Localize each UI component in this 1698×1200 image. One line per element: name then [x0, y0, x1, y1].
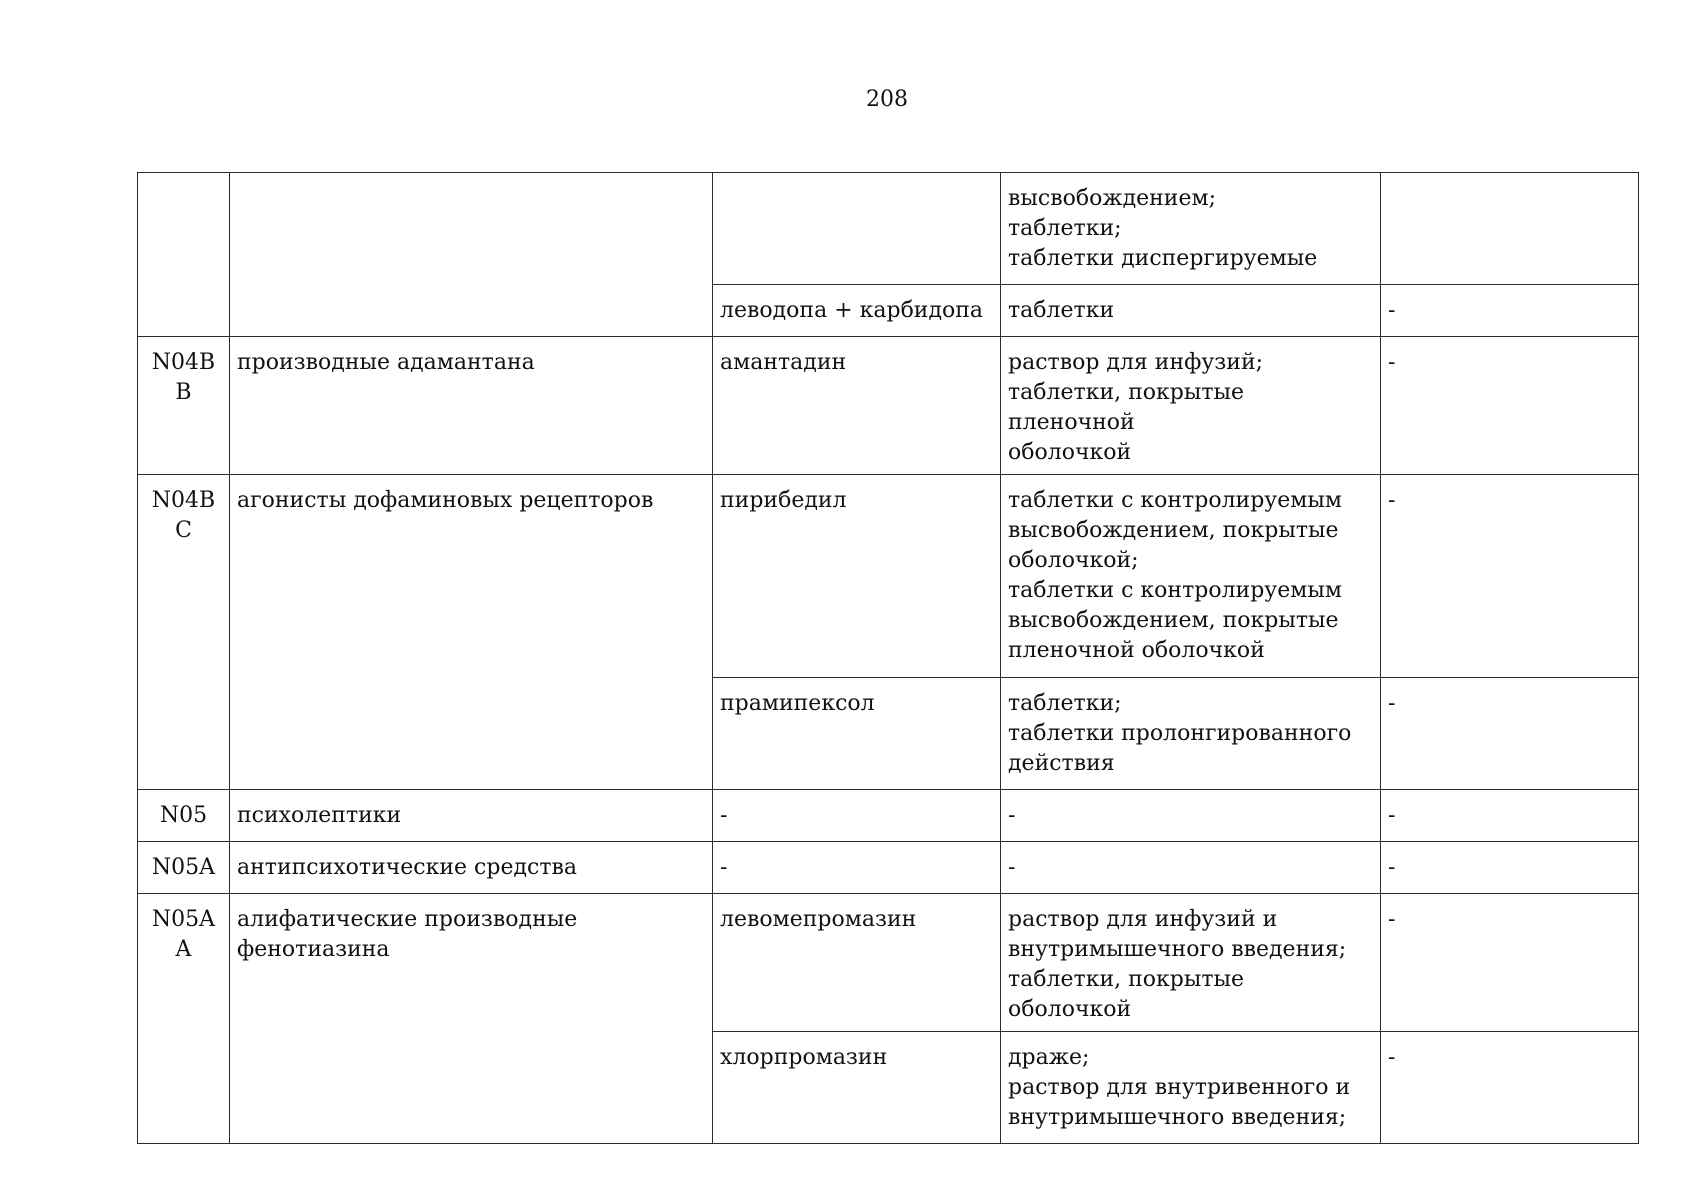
table-row — [138, 894, 1639, 1032]
dosage-form-cell — [1001, 678, 1381, 790]
dosage-form-line: внутримышечного введения; — [1008, 1105, 1347, 1130]
group-cell: антипсихотические средства — [230, 842, 713, 894]
table-row — [138, 842, 1639, 894]
group-cell: агонисты дофаминовых рецепторов — [230, 475, 713, 790]
atc-code-cell: N05A — [138, 842, 230, 894]
dosage-form-line: таблетки; — [1008, 691, 1122, 716]
drug-cell — [713, 173, 1001, 285]
atc-code-line: N04B — [151, 488, 216, 513]
dosage-form-line: таблетки пролонгированного — [1008, 721, 1352, 746]
dosage-form-line: таблетки; — [1008, 216, 1122, 241]
medication-table — [137, 172, 1639, 1144]
group-cell: психолептики — [230, 790, 713, 842]
drug-cell: пирибедил — [713, 475, 1001, 678]
note-cell: - — [1381, 790, 1639, 842]
dosage-form-line: действия — [1008, 751, 1115, 776]
dosage-form-line: высвобождением, покрытые — [1008, 608, 1339, 633]
note-cell: - — [1381, 1032, 1639, 1144]
note-cell: - — [1381, 894, 1639, 1032]
dosage-form-line: драже; — [1008, 1045, 1090, 1070]
group-cell: производные адамантана — [230, 337, 713, 475]
note-cell: - — [1381, 475, 1639, 678]
atc-code-cell — [138, 337, 230, 475]
drug-cell: - — [713, 842, 1001, 894]
note-cell: - — [1381, 285, 1639, 337]
drug-cell: амантадин — [713, 337, 1001, 475]
dosage-form-line: таблетки, покрытые пленочной — [1008, 380, 1245, 435]
drug-cell: левомепромазин — [713, 894, 1001, 1032]
drug-cell: хлорпромазин — [713, 1032, 1001, 1144]
group-line: фенотиазина — [237, 937, 390, 962]
dosage-form-cell — [1001, 475, 1381, 678]
atc-code-cell — [138, 894, 230, 1144]
note-cell — [1381, 173, 1639, 285]
atc-code-line: N05A — [151, 907, 216, 932]
dosage-form-line: раствор для инфузий; — [1008, 350, 1264, 375]
table-row — [138, 173, 1639, 285]
dosage-form-line: внутримышечного введения; — [1008, 937, 1347, 962]
atc-code-line: C — [175, 518, 192, 543]
dosage-form-line: оболочкой — [1008, 440, 1132, 465]
drug-cell: леводопа + карбидопа — [713, 285, 1001, 337]
dosage-form-cell — [1001, 173, 1381, 285]
dosage-form-cell — [1001, 894, 1381, 1032]
dosage-form-line: раствор для внутривенного и — [1008, 1075, 1351, 1100]
atc-code-line: A — [175, 937, 192, 962]
dosage-form-line: высвобождением; — [1008, 186, 1217, 211]
table-row — [138, 337, 1639, 475]
atc-code-cell: N05 — [138, 790, 230, 842]
dosage-form-cell: - — [1001, 842, 1381, 894]
table-row — [138, 790, 1639, 842]
group-cell — [230, 173, 713, 337]
dosage-form-line: таблетки, покрытые оболочкой — [1008, 967, 1245, 1022]
note-cell: - — [1381, 678, 1639, 790]
dosage-form-line: раствор для инфузий и — [1008, 907, 1278, 932]
drug-cell: - — [713, 790, 1001, 842]
note-cell: - — [1381, 842, 1639, 894]
dosage-form-line: таблетки — [1008, 298, 1115, 323]
dosage-form-line: таблетки диспергируемые — [1008, 246, 1318, 271]
atc-code-line: N04B — [151, 350, 216, 375]
dosage-form-cell — [1001, 285, 1381, 337]
table-row — [138, 475, 1639, 678]
dosage-form-line: таблетки с контролируемым — [1008, 578, 1342, 603]
group-line: алифатические производные — [237, 907, 578, 932]
atc-code-cell — [138, 475, 230, 790]
dosage-form-line: оболочкой; — [1008, 548, 1139, 573]
atc-code-line: B — [175, 380, 192, 405]
dosage-form-cell — [1001, 1032, 1381, 1144]
dosage-form-cell — [1001, 337, 1381, 475]
page-number: 208 — [866, 87, 908, 112]
dosage-form-line: таблетки с контролируемым — [1008, 488, 1342, 513]
atc-code-cell — [138, 173, 230, 337]
dosage-form-line: пленочной оболочкой — [1008, 638, 1265, 663]
dosage-form-cell: - — [1001, 790, 1381, 842]
group-cell — [230, 894, 713, 1144]
dosage-form-line: высвобождением, покрытые — [1008, 518, 1339, 543]
drug-cell: прамипексол — [713, 678, 1001, 790]
note-cell: - — [1381, 337, 1639, 475]
